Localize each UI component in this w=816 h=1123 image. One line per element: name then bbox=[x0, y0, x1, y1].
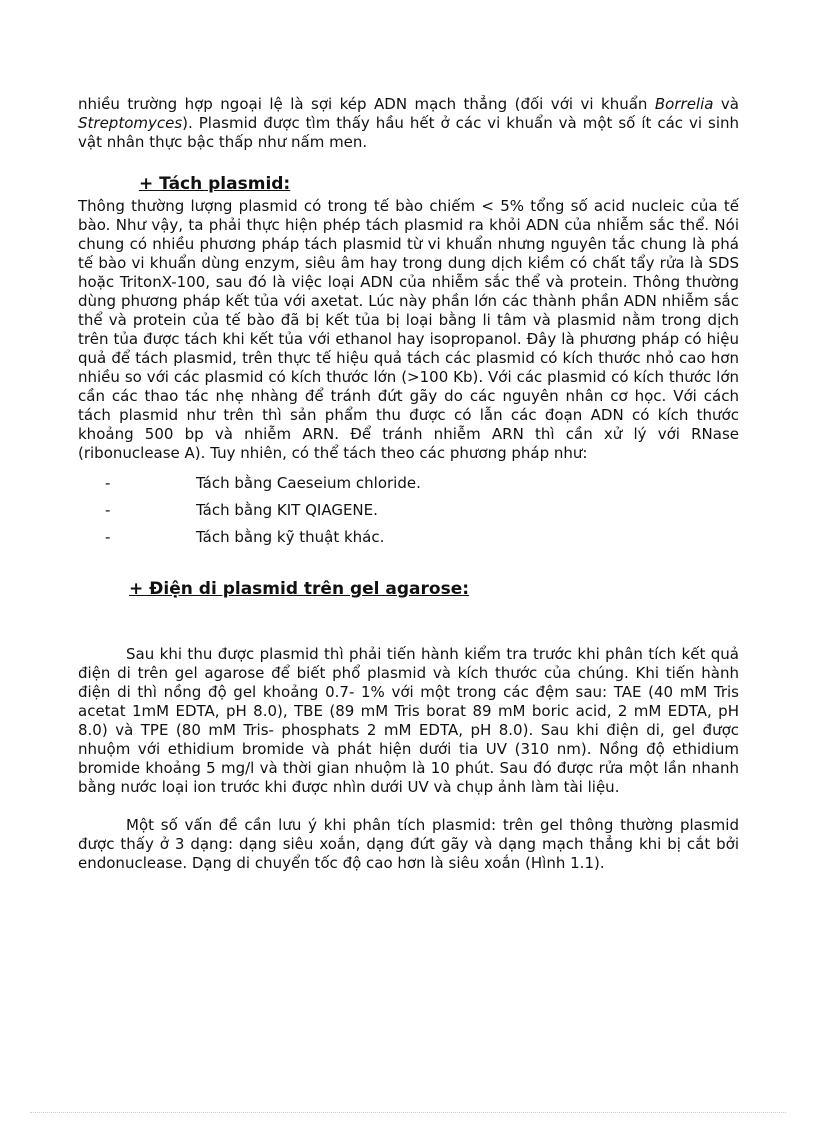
paragraph-intro-text-3: ). Plasmid được tìm thấy hầu hết ở các vi khuẩn và một số ít các vi sinh vật nhân thực bậc thấp như nấm men. bbox=[78, 114, 739, 151]
heading-electrophoresis: + Điện di plasmid trên gel agarose: bbox=[129, 579, 470, 599]
list-item bbox=[78, 501, 739, 528]
species-streptomyces: Streptomyces bbox=[78, 114, 183, 132]
paragraph-plasmid-isolation: Thông thường lượng plasmid có trong tế bào chiếm < 5% tổng số acid nucleic của tế bào. Như vậy, ta phải thực hiện phép tách plasmid ra khỏi ADN của nhiễm sắc thể. Nói chung có nhiều phương pháp tách plasmid từ vi khuẩn nhưng nguyên tắc chung là phá tế bào vi khuẩn dùng enzym, siêu âm hay trong dung dịch kiềm có chất tẩy rửa là SDS hoặc TritonX-100, sau đó là việc loại ADN của nhiễm sắc thể và protein. Thông thường dùng phương pháp kết tủa với axetat. Lúc này phần lớn các thành phần ADN nhiễm sắc thể và protein của tế bào đã bị kết tủa bị loại bằng li tâm và plasmid nằm trong dịch trên tủa được tách khi kết tủa với ethanol hay isopropanol. Đây là phương pháp có hiệu quả để tách plasmid, trên thực tế hiệu quả tách các plasmid có kích thước nhỏ cao hơn nhiều so với các plasmid có kích thước lớn (>100 Kb). Với các plasmid có kích thước lớn cần các thao tác nhẹ nhàng để tránh đứt gãy do các nguyên nhân cơ học. Với cách tách plasmid như trên thì sản phẩm thu được có lẫn các đoạn ADN có kích thước khoảng 500 bp và nhiễm ARN. Để tránh nhiễm ARN thì cần xử lý với RNase (ribonuclease A). Tuy nhiên, có thể tách theo các phương pháp như: bbox=[78, 197, 739, 462]
paragraph-intro-text-2: và bbox=[713, 95, 739, 113]
list-item bbox=[78, 474, 739, 501]
paragraph-intro bbox=[78, 95, 739, 152]
isolation-methods-list bbox=[78, 474, 739, 555]
paragraph-plasmid-forms: Một số vấn đề cần lưu ý khi phân tích plasmid: trên gel thông thường plasmid được thấy ở 3 dạng: dạng siêu xoắn, dạng đứt gãy và dạng mạch thẳng khi bị cắt bởi endonuclease. Dạng di chuyển tốc độ cao hơn là siêu xoắn (Hình 1.1). bbox=[78, 816, 739, 872]
list-dash: - bbox=[105, 474, 111, 492]
species-borrelia: Borrelia bbox=[654, 95, 714, 113]
list-dash: - bbox=[105, 501, 111, 519]
list-item bbox=[78, 528, 739, 555]
list-item-text: Tách bằng KIT QIAGENE. bbox=[196, 501, 378, 519]
document-page bbox=[78, 95, 739, 873]
list-dash: - bbox=[105, 528, 111, 546]
paragraph-electrophoresis: Sau khi thu được plasmid thì phải tiến hành kiểm tra trước khi phân tích kết quả điện di trên gel agarose để biết phổ plasmid và kích thước của chúng. Khi tiến hành điện di thì nồng độ gel khoảng 0.7- 1% với một trong các đệm sau: TAE (40 mM Tris acetat 1mM EDTA, pH 8.0), TBE (89 mM Tris borat 89 mM boric acid, 2 mM EDTA, pH 8.0) và TPE (80 mM Tris- phosphats 2 mM EDTA, pH 8.0). Sau khi điện di, gel được nhuộm với ethidium bromide và phát hiện dưới tia UV (310 nm). Nồng độ ethidium bromide khoảng 5 mg/l và thời gian nhuộm là 10 phút. Sau đó được rửa một lần nhanh bằng nước loại ion trước khi được nhìn dưới UV và chụp ảnh làm tài liệu. bbox=[78, 645, 739, 796]
heading-plasmid-isolation: + Tách plasmid: bbox=[139, 174, 291, 194]
list-item-text: Tách bằng Caeseium chloride. bbox=[196, 474, 421, 492]
page-bottom-divider bbox=[30, 1112, 786, 1113]
paragraph-intro-text-1: nhiều trường hợp ngoại lệ là sợi kép ADN mạch thẳng (đối với vi khuẩn bbox=[78, 95, 655, 113]
list-item-text: Tách bằng kỹ thuật khác. bbox=[196, 528, 385, 546]
